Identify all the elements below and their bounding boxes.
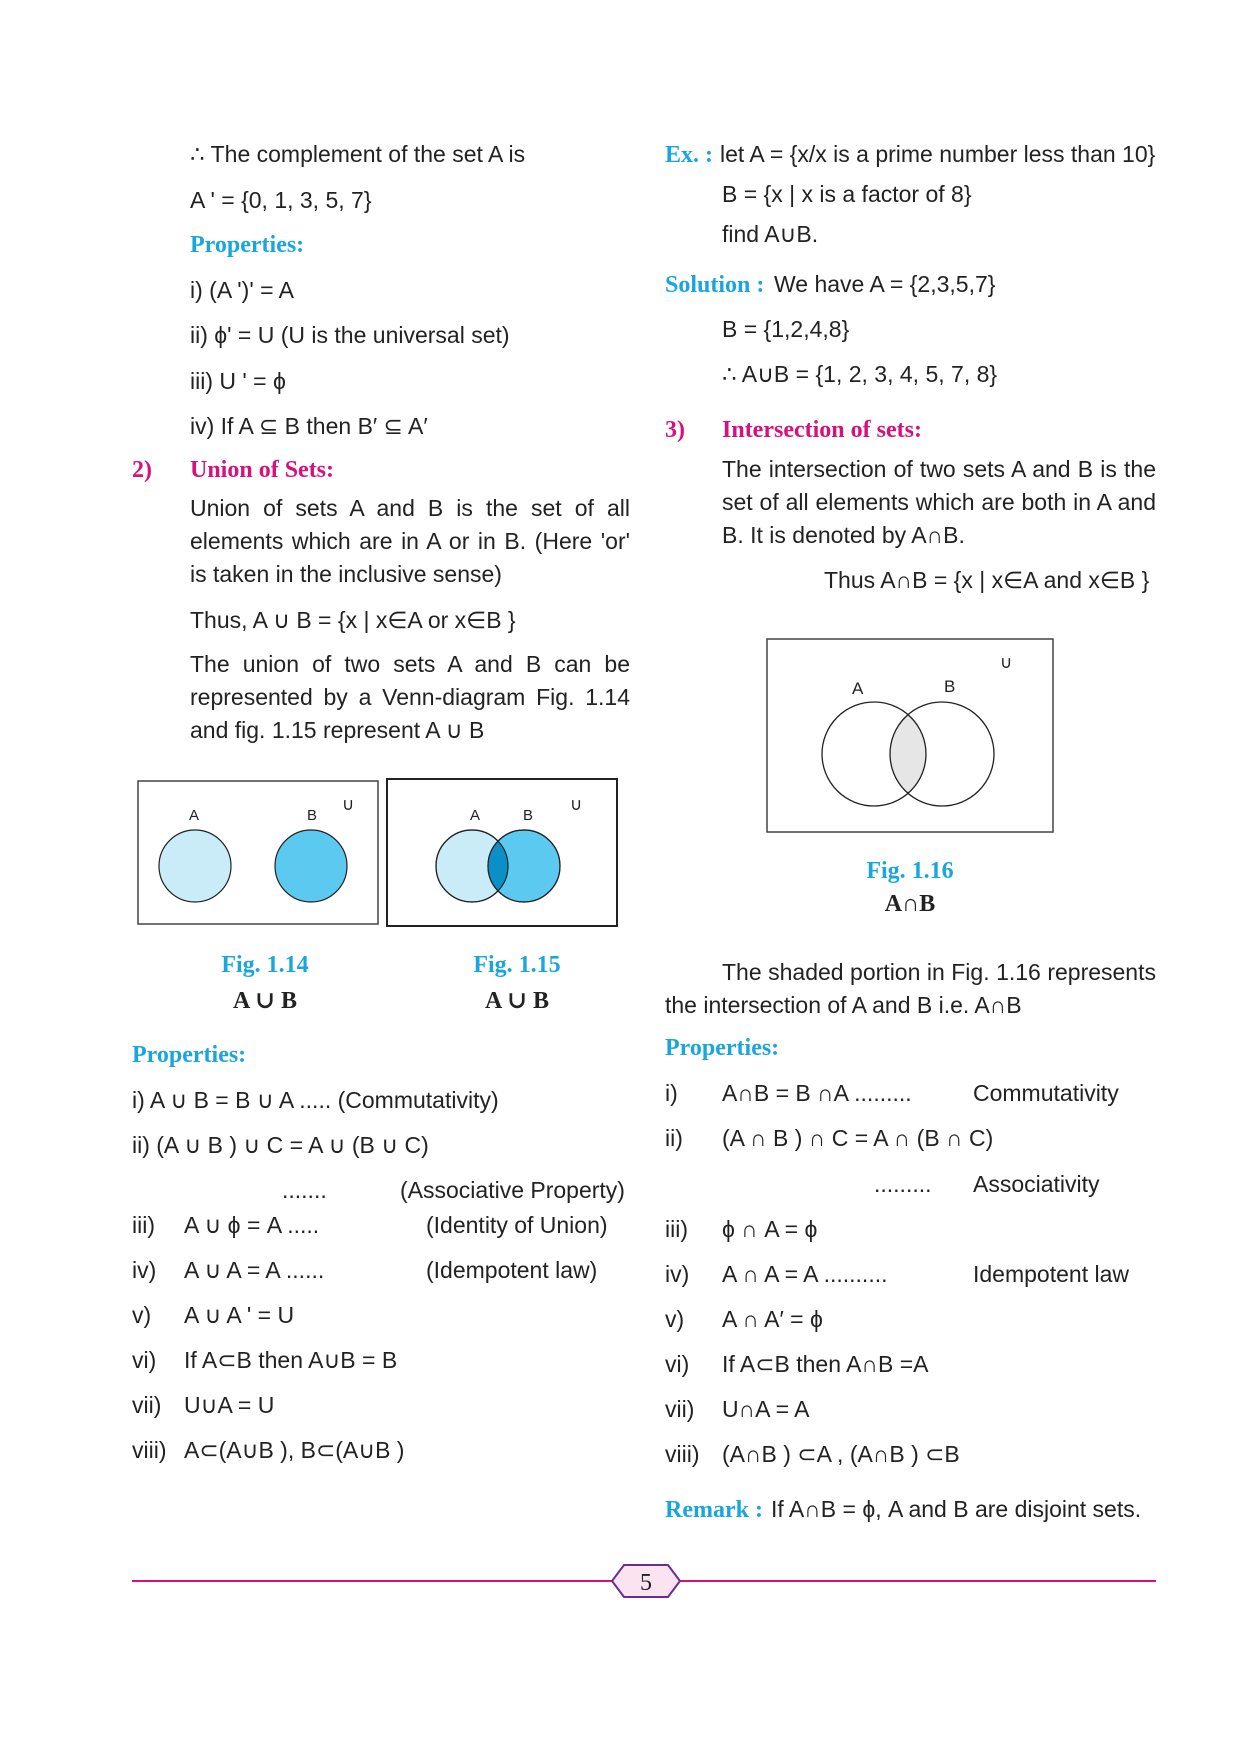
section-number: 2) bbox=[132, 457, 152, 483]
fig15-caption: A ∪ B bbox=[484, 988, 550, 1014]
set-b-label: B bbox=[944, 677, 956, 696]
list-item: ii) ϕ' = U (U is the universal set) bbox=[190, 322, 510, 348]
list-item-expr: (A∩B ) ⊂A , (A∩B ) ⊂B bbox=[722, 1441, 960, 1467]
list-item-expr: If A⊂B then A∪B = B bbox=[184, 1347, 398, 1373]
universal-label: ∪ bbox=[570, 795, 583, 814]
union-paragraph: Union of sets A and B is the set of all elements which are in A or in B. (Here 'or' is taken in the inclusive sense) bbox=[190, 495, 630, 587]
list-item-expr: A⊂(A∪B ), B⊂(A∪B ) bbox=[184, 1437, 405, 1463]
list-item-num: iv) bbox=[665, 1261, 690, 1287]
fig16-caption: A∩B bbox=[884, 891, 936, 917]
fig16-title: Fig. 1.16 bbox=[866, 858, 954, 884]
fig14-caption: A ∪ B bbox=[232, 988, 298, 1014]
section-number: 3) bbox=[665, 417, 685, 443]
list-item-expr: A∩B = B ∩A ......... bbox=[722, 1080, 912, 1106]
properties-heading: Properties: bbox=[665, 1035, 780, 1061]
list-item-num: vii) bbox=[665, 1396, 695, 1422]
list-item-note: (Identity of Union) bbox=[426, 1212, 608, 1238]
list-item-num: iii) bbox=[665, 1216, 688, 1242]
list-item-num: viii) bbox=[132, 1437, 167, 1463]
list-item: ii) (A ∪ B ) ∪ C = A ∪ (B ∪ C) bbox=[132, 1132, 429, 1158]
venn-diagram-fig16 bbox=[766, 638, 1054, 834]
list-item-note: Idempotent law bbox=[973, 1261, 1129, 1287]
list-item-num: viii) bbox=[665, 1441, 700, 1467]
venn-diagram-fig15 bbox=[386, 778, 618, 928]
page-number: 5 bbox=[640, 1570, 652, 1596]
intersection-definition: Thus A∩B = {x | x∈A and x∈B } bbox=[824, 567, 1150, 593]
list-item-num: i) bbox=[665, 1080, 678, 1106]
intersection-paragraph: The intersection of two sets A and B is the set of all elements which are both in A and B. It is denoted by A∩B. bbox=[722, 456, 1156, 548]
list-item-note: (Idempotent law) bbox=[426, 1257, 598, 1283]
fig15-title: Fig. 1.15 bbox=[473, 952, 561, 978]
example-line: find A∪B. bbox=[722, 221, 819, 247]
assoc-dots: ....... bbox=[282, 1177, 327, 1203]
list-item: iv) If A ⊆ B then B′ ⊆ A′ bbox=[190, 413, 428, 439]
list-item-num: iv) bbox=[132, 1257, 157, 1283]
fig14-title: Fig. 1.14 bbox=[221, 952, 309, 978]
section-title-intersection: Intersection of sets: bbox=[722, 417, 922, 443]
set-a-circle bbox=[159, 830, 231, 902]
assoc-label: Associativity bbox=[973, 1171, 1100, 1197]
shaded-paragraph: The shaded portion in Fig. 1.16 represents the intersection of A and B i.e. A∩B bbox=[665, 959, 1156, 1018]
list-item-num: iii) bbox=[132, 1212, 155, 1238]
page-number-badge bbox=[610, 1563, 682, 1599]
list-item-expr: A ∩ A′ = ϕ bbox=[722, 1306, 823, 1332]
solution-label: Solution : bbox=[665, 272, 765, 298]
list-item: i) A ∪ B = B ∪ A ..... (Commutativity) bbox=[132, 1087, 499, 1113]
list-item-expr: A ∪ ϕ = A ..... bbox=[184, 1212, 320, 1238]
section-title-union: Union of Sets: bbox=[190, 457, 335, 483]
list-item-expr: A ∪ A = A ...... bbox=[184, 1257, 325, 1283]
union-paragraph-2: The union of two sets A and B can be represented by a Venn-diagram Fig. 1.14 and fig. 1.15 represent A ∪ B bbox=[190, 651, 630, 743]
properties-heading: Properties: bbox=[132, 1042, 247, 1068]
list-item: iii) U ' = ϕ bbox=[190, 368, 286, 394]
list-item-expr: A ∩ A = A .......... bbox=[722, 1261, 888, 1287]
solution-line: B = {1,2,4,8} bbox=[722, 316, 850, 342]
properties-heading: Properties: bbox=[190, 232, 305, 258]
list-item-note: Commutativity bbox=[973, 1080, 1119, 1106]
example-line: let A = {x/x is a prime number less than 10} bbox=[720, 141, 1156, 167]
remark-label: Remark : bbox=[665, 1497, 763, 1523]
list-item-num: v) bbox=[132, 1302, 152, 1328]
list-item-num: vi) bbox=[665, 1351, 690, 1377]
solution-line: We have A = {2,3,5,7} bbox=[774, 271, 996, 297]
solution-line: ∴ A∪B = {1, 2, 3, 4, 5, 7, 8} bbox=[722, 361, 998, 387]
set-a-label: A bbox=[470, 807, 481, 824]
example-line: B = {x | x is a factor of 8} bbox=[722, 181, 972, 207]
list-item-expr: (A ∩ B ) ∩ C = A ∩ (B ∩ C) bbox=[722, 1125, 994, 1151]
complement-value: A ' = {0, 1, 3, 5, 7} bbox=[190, 187, 372, 213]
assoc-label: (Associative Property) bbox=[400, 1177, 625, 1203]
set-b-label: B bbox=[307, 807, 318, 824]
complement-intro: ∴ The complement of the set A is bbox=[190, 141, 526, 167]
union-definition: Thus, A ∪ B = {x | x∈A or x∈B } bbox=[190, 607, 516, 633]
list-item-num: ii) bbox=[665, 1125, 683, 1151]
list-item-expr: A ∪ A ' = U bbox=[184, 1302, 295, 1328]
universal-label: ∪ bbox=[1000, 653, 1013, 672]
set-a-label: A bbox=[189, 807, 200, 824]
list-item-expr: U∪A = U bbox=[184, 1392, 275, 1418]
list-item-num: vi) bbox=[132, 1347, 157, 1373]
set-b-label: B bbox=[523, 807, 534, 824]
assoc-dots: ......... bbox=[874, 1171, 932, 1197]
remark-text: If A∩B = ϕ, A and B are disjoint sets. bbox=[771, 1496, 1142, 1522]
list-item-expr: ϕ ∩ A = ϕ bbox=[722, 1216, 818, 1242]
list-item-expr: U∩A = A bbox=[722, 1396, 810, 1422]
example-label: Ex. : bbox=[665, 142, 713, 168]
set-a-label: A bbox=[852, 679, 864, 698]
set-b-circle bbox=[275, 830, 347, 902]
venn-diagram-fig14 bbox=[137, 780, 379, 926]
list-item-expr: If A⊂B then A∩B =A bbox=[722, 1351, 929, 1377]
universal-label: ∪ bbox=[342, 795, 355, 814]
list-item: i) (A ')' = A bbox=[190, 277, 295, 303]
list-item-num: vii) bbox=[132, 1392, 162, 1418]
list-item-num: v) bbox=[665, 1306, 685, 1332]
